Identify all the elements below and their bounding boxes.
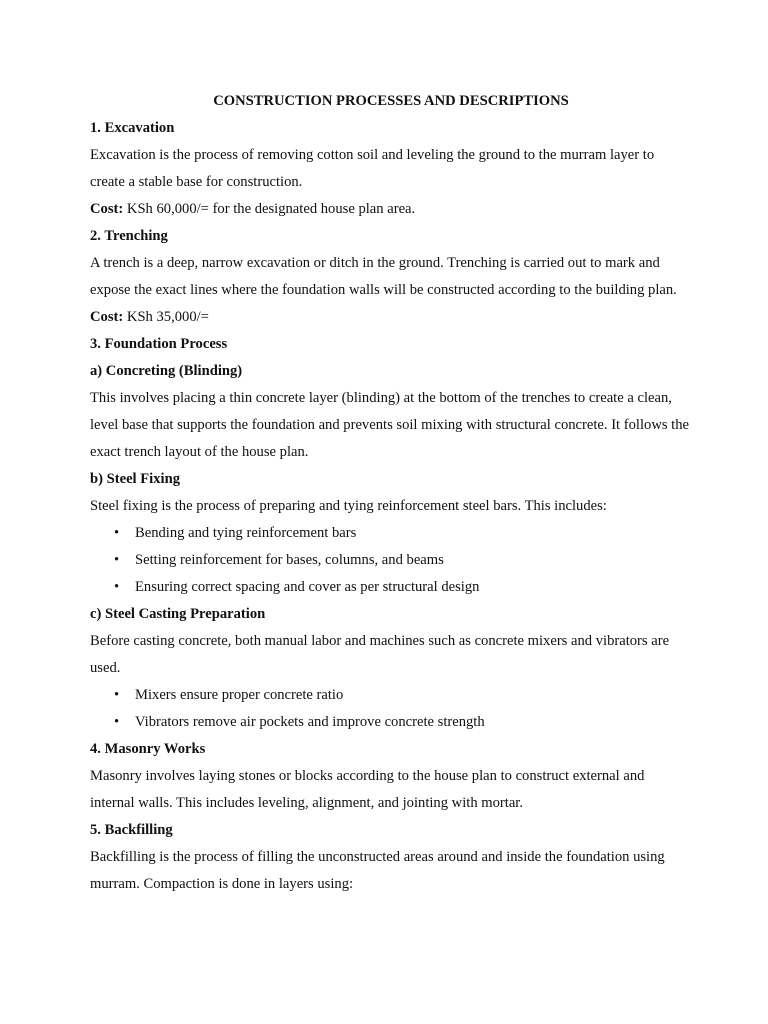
masonry-text: Masonry involves laying stones or blocks according to the house plan to construct external and internal walls. This includes leveling, alignment, and jointing with mortar. xyxy=(90,768,645,811)
section-heading-trenching: 2. Trenching xyxy=(90,228,168,244)
list-item xyxy=(90,520,690,547)
trenching-text: A trench is a deep, narrow excavation or ditch in the ground. Trenching is carried out to mark and expose the exact lines where the foundation walls will be constructed according to the building plan. xyxy=(90,255,677,298)
section-heading-masonry: 4. Masonry Works xyxy=(90,741,206,757)
excavation-cost xyxy=(90,196,690,223)
cost-label: Cost: xyxy=(90,201,124,217)
section-heading-foundation: 3. Foundation Process xyxy=(90,336,228,352)
bullet-icon: • xyxy=(114,579,120,595)
trenching-cost xyxy=(90,304,690,331)
bullet-icon: • xyxy=(114,714,120,730)
steel-fixing-list xyxy=(90,520,690,601)
cost-value: KSh 60,000/= for the designated house plan area. xyxy=(123,201,416,217)
casting-list xyxy=(90,682,690,736)
excavation-text: Excavation is the process of removing cotton soil and leveling the ground to the murram layer to create a stable base for construction. xyxy=(90,147,655,190)
list-item xyxy=(90,709,690,736)
list-item-text: Mixers ensure proper concrete ratio xyxy=(135,687,344,703)
steel-fixing-text: Steel fixing is the process of preparing and tying reinforcement steel bars. This includes: xyxy=(90,498,607,514)
list-item-text: Vibrators remove air pockets and improve concrete strength xyxy=(135,714,485,730)
list-item-text: Bending and tying reinforcement bars xyxy=(135,525,357,541)
list-item xyxy=(90,574,690,601)
document-title: CONSTRUCTION PROCESSES AND DESCRIPTIONS xyxy=(213,93,569,109)
section-heading-excavation: 1. Excavation xyxy=(90,120,175,136)
section-heading-backfilling: 5. Backfilling xyxy=(90,822,173,838)
cost-value: KSh 35,000/= xyxy=(123,309,209,325)
cost-label: Cost: xyxy=(90,309,124,325)
bullet-icon: • xyxy=(114,687,120,703)
backfilling-text: Backfilling is the process of filling the unconstructed areas around and inside the foundation using murram. Compaction is done in layers using: xyxy=(90,849,665,892)
list-item-text: Ensuring correct spacing and cover as per structural design xyxy=(135,579,480,595)
concreting-text: This involves placing a thin concrete layer (blinding) at the bottom of the trenches to create a clean, level base that supports the foundation and prevents soil mixing with structural concrete. It follows the exact trench layout of the house plan. xyxy=(90,390,690,460)
subheading-concreting: a) Concreting (Blinding) xyxy=(90,363,243,379)
list-item-text: Setting reinforcement for bases, columns, and beams xyxy=(135,552,444,568)
document-page xyxy=(90,88,690,898)
subheading-steel-fixing: b) Steel Fixing xyxy=(90,471,180,487)
list-item xyxy=(90,547,690,574)
bullet-icon: • xyxy=(114,525,120,541)
subheading-casting: c) Steel Casting Preparation xyxy=(90,606,266,622)
list-item xyxy=(90,682,690,709)
casting-text: Before casting concrete, both manual labor and machines such as concrete mixers and vibrators are used. xyxy=(90,633,670,676)
bullet-icon: • xyxy=(114,552,120,568)
